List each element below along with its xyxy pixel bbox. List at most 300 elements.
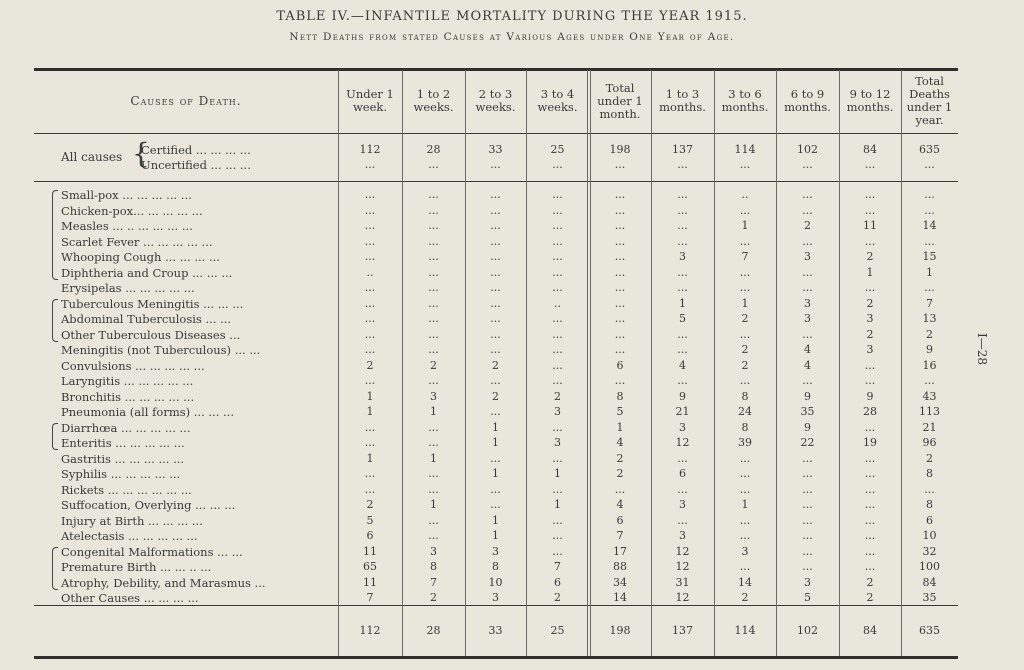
certified-cell: 114 [734, 143, 756, 156]
cause-cell: 35 [922, 591, 937, 604]
group-brace [52, 190, 58, 280]
cause-cell: ... [364, 483, 376, 496]
cause-cell: ... [924, 188, 935, 201]
cause-cell: ... [864, 235, 876, 248]
cause-cell: ... [864, 498, 876, 511]
column-header: 3 to 6 months. [721, 87, 769, 114]
cause-cell: ... [428, 266, 439, 279]
cause-cell: ... [864, 560, 876, 573]
cause-cell: 1 [430, 405, 437, 418]
cause-cell: 65 [363, 560, 377, 573]
cause-cell: ... [364, 235, 376, 248]
cause-label: Enteritis ... ... ... ... ... [61, 436, 185, 450]
cause-cell: 12 [675, 560, 690, 573]
cause-cell: ... [490, 250, 501, 263]
cause-cell: ... [428, 374, 439, 387]
cause-label: Diphtheria and Croup ... ... ... [61, 266, 233, 280]
table-title: TABLE IV.—INFANTILE MORTALITY DURING THE YEAR 1915. [276, 9, 748, 24]
cause-cell: ... [428, 219, 439, 232]
certified-cell: 33 [488, 143, 503, 156]
cause-cell: 2 [366, 498, 374, 511]
cause-cell: 14 [613, 591, 627, 604]
cause-cell: ... [552, 529, 563, 542]
cause-cell: ... [552, 219, 563, 232]
cause-cell: 11 [363, 576, 377, 589]
cause-cell: 3 [679, 529, 686, 542]
group-brace [52, 299, 58, 342]
column-header: Under 1 week. [346, 87, 394, 114]
total-cell: 635 [919, 624, 940, 637]
cause-cell: ... [614, 250, 626, 263]
cause-cell: ... [802, 452, 813, 465]
cause-cell: ... [490, 498, 501, 511]
cause-cell: ... [552, 483, 563, 496]
cause-cell: ... [864, 452, 876, 465]
cause-cell: ... [552, 188, 563, 201]
certified-cell: 25 [550, 143, 565, 156]
cause-cell: 12 [675, 545, 690, 558]
cause-cell: 3 [679, 250, 686, 263]
cause-cell: 1 [741, 498, 749, 511]
cause-cell: 2 [492, 390, 499, 403]
cause-cell: ... [428, 514, 439, 527]
cause-cell: ... [677, 343, 688, 356]
cause-cell: 3 [804, 250, 811, 263]
cause-cell: 11 [363, 545, 377, 558]
cause-cell: 3 [804, 576, 811, 589]
cause-cell: 2 [741, 591, 749, 604]
cause-cell: ... [802, 498, 813, 511]
cause-cell: 1 [741, 297, 749, 310]
cause-cell: 2 [554, 390, 561, 403]
page-number: I—28 [975, 332, 989, 365]
cause-cell: 19 [863, 436, 877, 449]
cause-cell: 1 [926, 266, 933, 279]
cause-cell: ... [364, 219, 376, 232]
cause-cell: 3 [430, 390, 437, 403]
cause-cell: ... [677, 281, 688, 294]
cause-cell: 4 [804, 359, 811, 372]
uncertified-cell: ... [614, 158, 626, 171]
cause-cell: 2 [616, 452, 624, 465]
cause-cell: 15 [922, 250, 937, 263]
cause-cell: ... [428, 343, 439, 356]
cause-cell: ... [802, 467, 813, 480]
cause-cell: 21 [675, 405, 690, 418]
cause-cell: ... [364, 281, 376, 294]
cause-cell: 13 [922, 312, 937, 325]
cause-cell: 5 [616, 405, 624, 418]
cause-cell: 12 [675, 436, 690, 449]
total-cell: 33 [488, 624, 503, 637]
cause-cell: ... [614, 374, 626, 387]
cause-label: Premature Birth ... ... .. ... [61, 560, 212, 574]
cause-cell: ... [552, 359, 563, 372]
cause-cell: 10 [922, 529, 937, 542]
cause-cell: ... [364, 343, 376, 356]
cause-label: Pneumonia (all forms) ... ... ... [61, 405, 234, 419]
cause-cell: ... [364, 250, 376, 263]
cause-cell: ... [677, 514, 688, 527]
cause-cell: ... [739, 483, 751, 496]
all-causes-rule [34, 181, 958, 182]
cause-cell: ... [490, 188, 501, 201]
cause-cell: ... [490, 374, 501, 387]
cause-cell: ... [802, 188, 813, 201]
certified-cell: 28 [426, 143, 441, 156]
cause-label: Scarlet Fever ... ... ... ... ... [61, 235, 213, 249]
cause-cell: 9 [804, 390, 811, 403]
column-header: 3 to 4 weeks. [537, 87, 578, 114]
cause-cell: ... [490, 266, 501, 279]
cause-cell: ... [802, 483, 813, 496]
cause-cell: ... [552, 235, 563, 248]
cause-cell: 4 [679, 359, 686, 372]
cause-cell: ... [614, 266, 626, 279]
cause-cell: ... [364, 328, 376, 341]
cause-cell: ... [739, 560, 751, 573]
cause-cell: 9 [866, 390, 874, 403]
cause-cell: 6 [366, 529, 374, 542]
cause-cell: ... [490, 405, 501, 418]
cause-cell: ... [677, 483, 688, 496]
cause-cell: ... [428, 328, 439, 341]
cause-cell: ... [864, 467, 876, 480]
cause-cell: ... [864, 545, 876, 558]
cause-cell: ... [614, 219, 626, 232]
cause-cell: 9 [679, 390, 686, 403]
cause-cell: ... [552, 312, 563, 325]
column-header: Total under 1 month. [597, 80, 643, 121]
cause-cell: 84 [922, 576, 937, 589]
cause-cell: 4 [804, 343, 811, 356]
cause-cell: ... [739, 204, 751, 217]
cause-cell: 1 [430, 452, 437, 465]
cause-cell: 1 [366, 405, 374, 418]
cause-cell: ... [490, 297, 501, 310]
cause-cell: 3 [866, 312, 874, 325]
cause-cell: ... [614, 343, 626, 356]
column-header: 1 to 2 weeks. [413, 87, 454, 114]
cause-cell: 43 [922, 390, 937, 403]
cause-cell: ... [364, 467, 376, 480]
cause-label: Rickets ... ... ... ... ... ... [61, 483, 192, 497]
cause-cell: 1 [554, 498, 561, 511]
cause-cell: ... [614, 281, 626, 294]
cause-cell: 2 [430, 591, 437, 604]
cause-cell: 7 [926, 297, 933, 310]
cause-cell: 3 [492, 591, 499, 604]
cause-cell: 28 [863, 405, 877, 418]
cause-cell: 1 [430, 498, 437, 511]
cause-cell: 8 [926, 498, 933, 511]
cause-cell: ... [864, 359, 876, 372]
cause-cell: 3 [554, 405, 561, 418]
cause-cell: ... [364, 374, 376, 387]
totals-rule [34, 605, 958, 606]
cause-cell: 2 [866, 297, 874, 310]
cause-label: Other Causes ... ... ... ... [61, 591, 199, 605]
cause-cell: ... [739, 374, 751, 387]
cause-cell: ... [614, 312, 626, 325]
cause-cell: 3 [554, 436, 561, 449]
cause-cell: 14 [738, 576, 752, 589]
cause-label: Bronchitis ... ... ... ... ... [61, 390, 195, 404]
cause-cell: 6 [616, 514, 624, 527]
cause-cell: 3 [679, 421, 686, 434]
cause-label: Other Tuberculous Diseases ... [61, 328, 241, 342]
cause-cell: 2 [804, 219, 811, 232]
cause-cell: 9 [926, 343, 933, 356]
cause-cell: ... [364, 204, 376, 217]
cause-cell: 6 [616, 359, 624, 372]
cause-cell: ... [677, 452, 688, 465]
table-subtitle: Nett Deaths from stated Causes at Various Ages under One Year of Age. [289, 31, 735, 43]
group-brace [52, 547, 58, 590]
cause-cell: ... [864, 529, 876, 542]
cause-cell: ... [428, 312, 439, 325]
group-brace [52, 423, 58, 450]
total-cell: 137 [672, 624, 693, 637]
cause-cell: 1 [679, 297, 686, 310]
cause-cell: 39 [738, 436, 752, 449]
total-cell: 114 [734, 624, 756, 637]
cause-cell: ... [552, 343, 563, 356]
cause-cell: ... [428, 188, 439, 201]
cause-cell: ... [864, 281, 876, 294]
cause-cell: 3 [804, 297, 811, 310]
cause-cell: ... [364, 436, 376, 449]
total-cell: 28 [426, 624, 441, 637]
column-header: Total Deaths under 1 year. [906, 74, 953, 127]
column-header: 2 to 3 weeks. [475, 87, 516, 114]
uncertified-cell: ... [552, 158, 563, 171]
cause-cell: 12 [675, 591, 690, 604]
certified-cell: 112 [359, 143, 381, 156]
cause-cell: 1 [741, 219, 749, 232]
cause-cell: 2 [866, 576, 874, 589]
cause-cell: ... [364, 188, 376, 201]
cause-cell: ... [428, 250, 439, 263]
cause-cell: 3 [804, 312, 811, 325]
cause-cell: ... [739, 281, 751, 294]
cause-cell: ... [677, 204, 688, 217]
certified-cell: 137 [672, 143, 693, 156]
cause-label: Laryngitis ... ... ... ... ... [61, 374, 194, 388]
cause-cell: ... [614, 483, 626, 496]
cause-cell: ... [428, 529, 439, 542]
cause-cell: ... [924, 483, 935, 496]
cause-cell: 4 [616, 436, 624, 449]
cause-cell: 8 [741, 390, 749, 403]
cause-cell: ... [739, 529, 751, 542]
cause-cell: ... [677, 188, 688, 201]
cause-cell: 7 [741, 250, 749, 263]
cause-label: Convulsions ... ... ... ... ... [61, 359, 205, 373]
cause-cell: ... [739, 467, 751, 480]
cause-cell: 2 [741, 343, 749, 356]
cause-cell: ... [802, 514, 813, 527]
cause-cell: 8 [741, 421, 749, 434]
uncertified-cell: ... [802, 158, 813, 171]
cause-cell: 5 [804, 591, 811, 604]
cause-cell: ... [364, 297, 376, 310]
cause-cell: 1 [366, 452, 374, 465]
column-header: 6 to 9 months. [784, 87, 831, 114]
cause-label: Meningitis (not Tuberculous) ... ... [61, 343, 261, 357]
cause-cell: ... [428, 483, 439, 496]
cause-cell: ... [490, 452, 501, 465]
column-header: 9 to 12 months. [846, 87, 894, 114]
cause-cell: 3 [492, 545, 499, 558]
cause-cell: 6 [926, 514, 933, 527]
cause-label: Atelectasis ... ... ... ... ... [61, 529, 198, 543]
total-cell: 25 [550, 624, 565, 637]
cause-cell: ... [428, 281, 439, 294]
cause-cell: ... [490, 204, 501, 217]
cause-cell: ... [864, 204, 876, 217]
cause-cell: 16 [922, 359, 937, 372]
uncertified-cell: ... [739, 158, 751, 171]
cause-cell: ... [924, 204, 935, 217]
cause-cell: 2 [926, 328, 933, 341]
cause-cell: 113 [919, 405, 940, 418]
uncertified-cell: ... [490, 158, 501, 171]
cause-cell: .. [741, 188, 749, 201]
cause-cell: ... [614, 297, 626, 310]
cause-cell: 2 [866, 591, 874, 604]
cause-cell: .. [554, 297, 561, 310]
cause-cell: ... [552, 514, 563, 527]
cause-cell: .. [366, 266, 374, 279]
total-cell: 84 [863, 624, 877, 637]
cause-cell: ... [552, 204, 563, 217]
cause-cell: 7 [430, 576, 437, 589]
cause-cell: 31 [675, 576, 690, 589]
cause-cell: 1 [492, 436, 499, 449]
cause-label: Tuberculous Meningitis ... ... ... [61, 297, 244, 311]
total-cell: 198 [609, 624, 631, 637]
bottom-rule [34, 656, 958, 659]
cause-label: Erysipelas ... ... ... ... ... [61, 281, 195, 295]
cause-cell: ... [614, 204, 626, 217]
cause-cell: 8 [616, 390, 624, 403]
cause-cell: ... [364, 312, 376, 325]
cause-cell: 32 [922, 545, 937, 558]
cause-cell: ... [490, 328, 501, 341]
cause-cell: ... [614, 235, 626, 248]
cause-label: Whooping Cough ... ... ... ... [61, 250, 220, 264]
uncertified-label: Uncertified ... ... ... [141, 158, 251, 172]
cause-cell: 34 [613, 576, 627, 589]
cause-cell: 3 [741, 545, 749, 558]
cause-cell: ... [864, 514, 876, 527]
cause-cell: 5 [366, 514, 374, 527]
cause-cell: 10 [488, 576, 503, 589]
column-header: 1 to 3 months. [659, 87, 706, 114]
cause-label: Congenital Malformations ... ... [61, 545, 243, 559]
cause-cell: ... [802, 560, 813, 573]
cause-cell: ... [924, 281, 935, 294]
cause-cell: ... [802, 266, 813, 279]
cause-cell: 2 [866, 250, 874, 263]
cause-cell: ... [552, 250, 563, 263]
cause-cell: 35 [800, 405, 815, 418]
cause-label: Diarrhœa ... ... ... ... ... [61, 421, 191, 435]
cause-cell: 14 [922, 219, 937, 232]
cause-cell: ... [864, 421, 876, 434]
cause-cell: 8 [430, 560, 437, 573]
cause-cell: ... [428, 297, 439, 310]
cause-cell: ... [802, 529, 813, 542]
certified-cell: 102 [797, 143, 818, 156]
cause-cell: ... [802, 328, 813, 341]
cause-cell: ... [739, 328, 751, 341]
cause-cell: 3 [430, 545, 437, 558]
cause-cell: 3 [866, 343, 874, 356]
cause-cell: ... [490, 483, 501, 496]
cause-cell: 3 [679, 498, 686, 511]
cause-label: Small-pox ... ... ... ... ... [61, 188, 192, 202]
cause-cell: 5 [679, 312, 686, 325]
cause-cell: ... [552, 266, 563, 279]
cause-cell: 2 [866, 328, 874, 341]
cause-cell: 1 [366, 390, 374, 403]
cause-cell: 17 [613, 545, 627, 558]
cause-cell: ... [802, 545, 813, 558]
cause-cell: 1 [616, 421, 624, 434]
certified-cell: 198 [609, 143, 631, 156]
cause-cell: 8 [926, 467, 933, 480]
cause-label: Suffocation, Overlying ... ... ... [61, 498, 236, 512]
cause-cell: 7 [554, 560, 561, 573]
cause-cell: 2 [616, 467, 624, 480]
cause-cell: ... [490, 235, 501, 248]
cause-cell: ... [739, 514, 751, 527]
cause-cell: 2 [554, 591, 561, 604]
cause-cell: ... [864, 188, 876, 201]
cause-cell: ... [552, 545, 563, 558]
cause-cell: ... [364, 421, 376, 434]
cause-cell: 4 [616, 498, 624, 511]
cause-cell: ... [739, 452, 751, 465]
cause-cell: ... [864, 374, 876, 387]
cause-cell: ... [677, 266, 688, 279]
cause-cell: 1 [866, 266, 874, 279]
cause-cell: 2 [741, 359, 749, 372]
cause-cell: 8 [492, 560, 499, 573]
all-causes-label: All causes [61, 150, 123, 164]
cause-cell: 88 [613, 560, 627, 573]
cause-cell: 7 [616, 529, 624, 542]
cause-cell: 2 [492, 359, 499, 372]
cause-label: Abdominal Tuberculosis ... ... [61, 312, 232, 326]
cause-cell: ... [490, 312, 501, 325]
uncertified-cell: ... [677, 158, 688, 171]
cause-cell: 96 [922, 436, 937, 449]
uncertified-cell: ... [364, 158, 376, 171]
cause-cell: 2 [926, 452, 933, 465]
cause-label: Gastritis ... ... ... ... ... [61, 452, 185, 466]
cause-cell: ... [924, 374, 935, 387]
cause-cell: ... [552, 281, 563, 294]
total-cell: 112 [359, 624, 381, 637]
cause-label: Chicken-pox... ... ... ... ... [61, 204, 203, 218]
cause-cell: ... [428, 204, 439, 217]
cause-cell: ... [428, 467, 439, 480]
cause-cell: ... [739, 235, 751, 248]
cause-cell: ... [802, 204, 813, 217]
